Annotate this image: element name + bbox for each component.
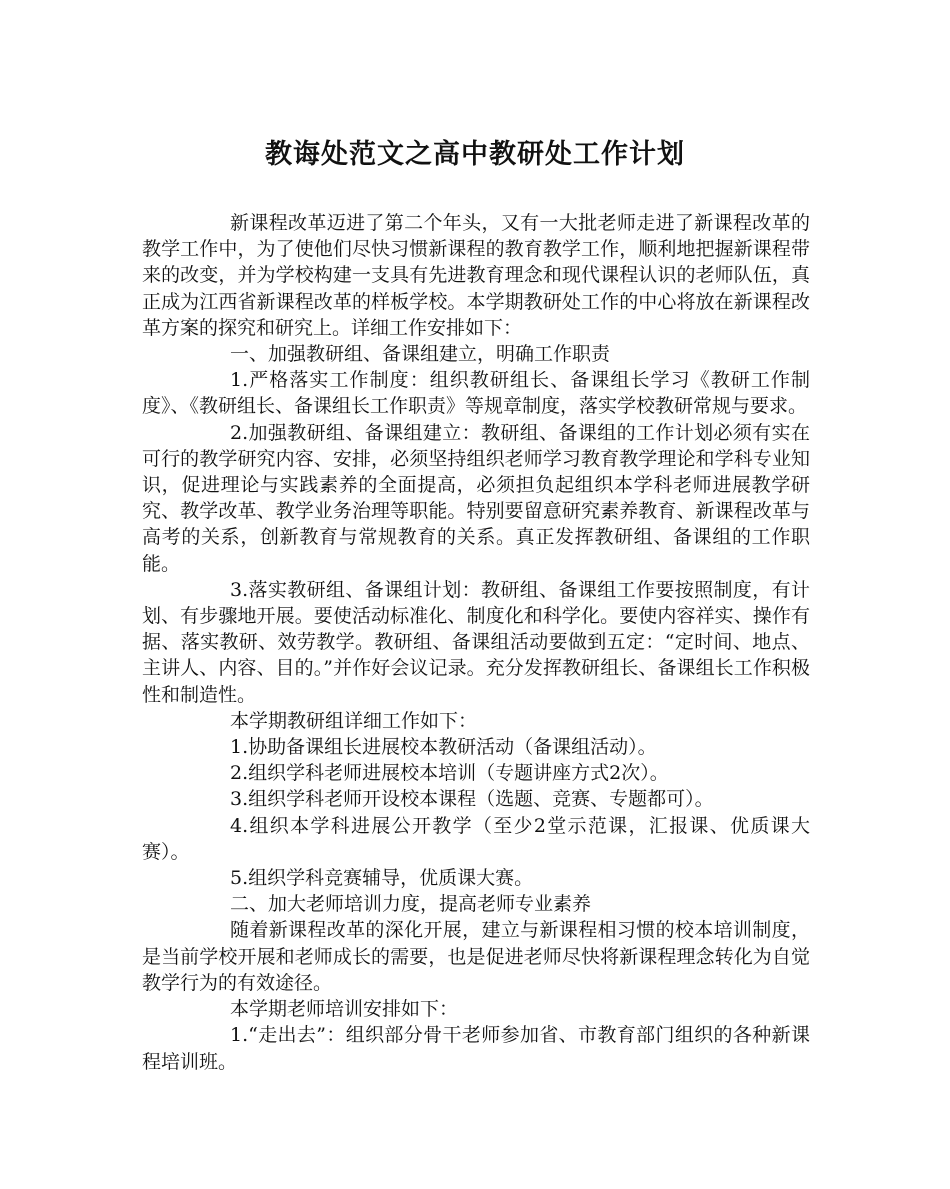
list-item: 1.“走出去”：组织部分骨干老师参加省、市教育部门组织的各种新课程培训班。 xyxy=(142,1024,810,1073)
document-body xyxy=(142,210,810,1075)
paragraph: 1.严格落实工作制度：组织教研组长、备课组长学习《教研工作制度》、《教研组长、备课组长工作职责》等规章制度，落实学校教研常规与要求。 xyxy=(142,369,810,418)
list-item: 3.组织学科老师开设校本课程（选题、竞赛、专题都可）。 xyxy=(230,788,714,811)
paragraph: 2.加强教研组、备课组建立：教研组、备课组的工作计划必须有实在可行的教学研究内容、安排，必须坚持组织老师学习教育教学理论和学科专业知识，促进理论与实践素养的全面提高，必须担负起组织本学科老师进展教学研究、教学改革、教学业务治理等职能。特别要留意研究素养教育、新课程改革与高考的关系，创新教育与常规教育的关系。真正发挥教研组、备课组的工作职能。 xyxy=(142,421,810,575)
paragraph: 3.落实教研组、备课组计划：教研组、备课组工作要按照制度，有计划、有步骤地开展。要使活动标准化、制度化和科学化。要使内容祥实、操作有据、落实教研、效劳教学。教研组、备课组活动要做到五定：“定时间、地点、主讲人、内容、目的。”并作好会议记录。充分发挥教研组长、备课组长工作积极性和制造性。 xyxy=(142,578,810,706)
paragraph: 本学期教研组详细工作如下： xyxy=(230,709,478,732)
document-title: 教诲处范文之高中教研处工作计划 xyxy=(265,139,685,170)
section-heading: 一、加强教研组、备课组建立，明确工作职责 xyxy=(230,343,611,366)
list-item: 5.组织学科竞赛辅导，优质课大赛。 xyxy=(230,867,534,890)
list-item: 2.组织学科老师进展校本培训（专题讲座方式2次）。 xyxy=(230,762,669,785)
list-item: 1.协助备课组长进展校本教研活动（备课组活动）。 xyxy=(230,736,657,759)
paragraph: 本学期老师培训安排如下： xyxy=(230,998,459,1021)
section-heading: 二、加大老师培训力度，提高老师专业素养 xyxy=(230,893,592,916)
paragraph: 新课程改革迈进了第二个年头，又有一大批老师走进了新课程改革的教学工作中，为了使他们尽快习惯新课程的教育教学工作，顺利地把握新课程带来的改变，并为学校构建一支具有先进教育理念和现代课程认识的老师队伍，真正成为江西省新课程改革的样板学校。本学期教研处工作的中心将放在新课程改革方案的探究和研究上。详细工作安排如下： xyxy=(142,212,810,339)
list-item: 4.组织本学科进展公开教学（至少2堂示范课，汇报课、优质课大赛）。 xyxy=(142,814,810,863)
paragraph: 随着新课程改革的深化开展，建立与新课程相习惯的校本培训制度，是当前学校开展和老师成长的需要，也是促进老师尽快将新课程理念转化为自觉教学行为的有效途径。 xyxy=(142,919,810,994)
